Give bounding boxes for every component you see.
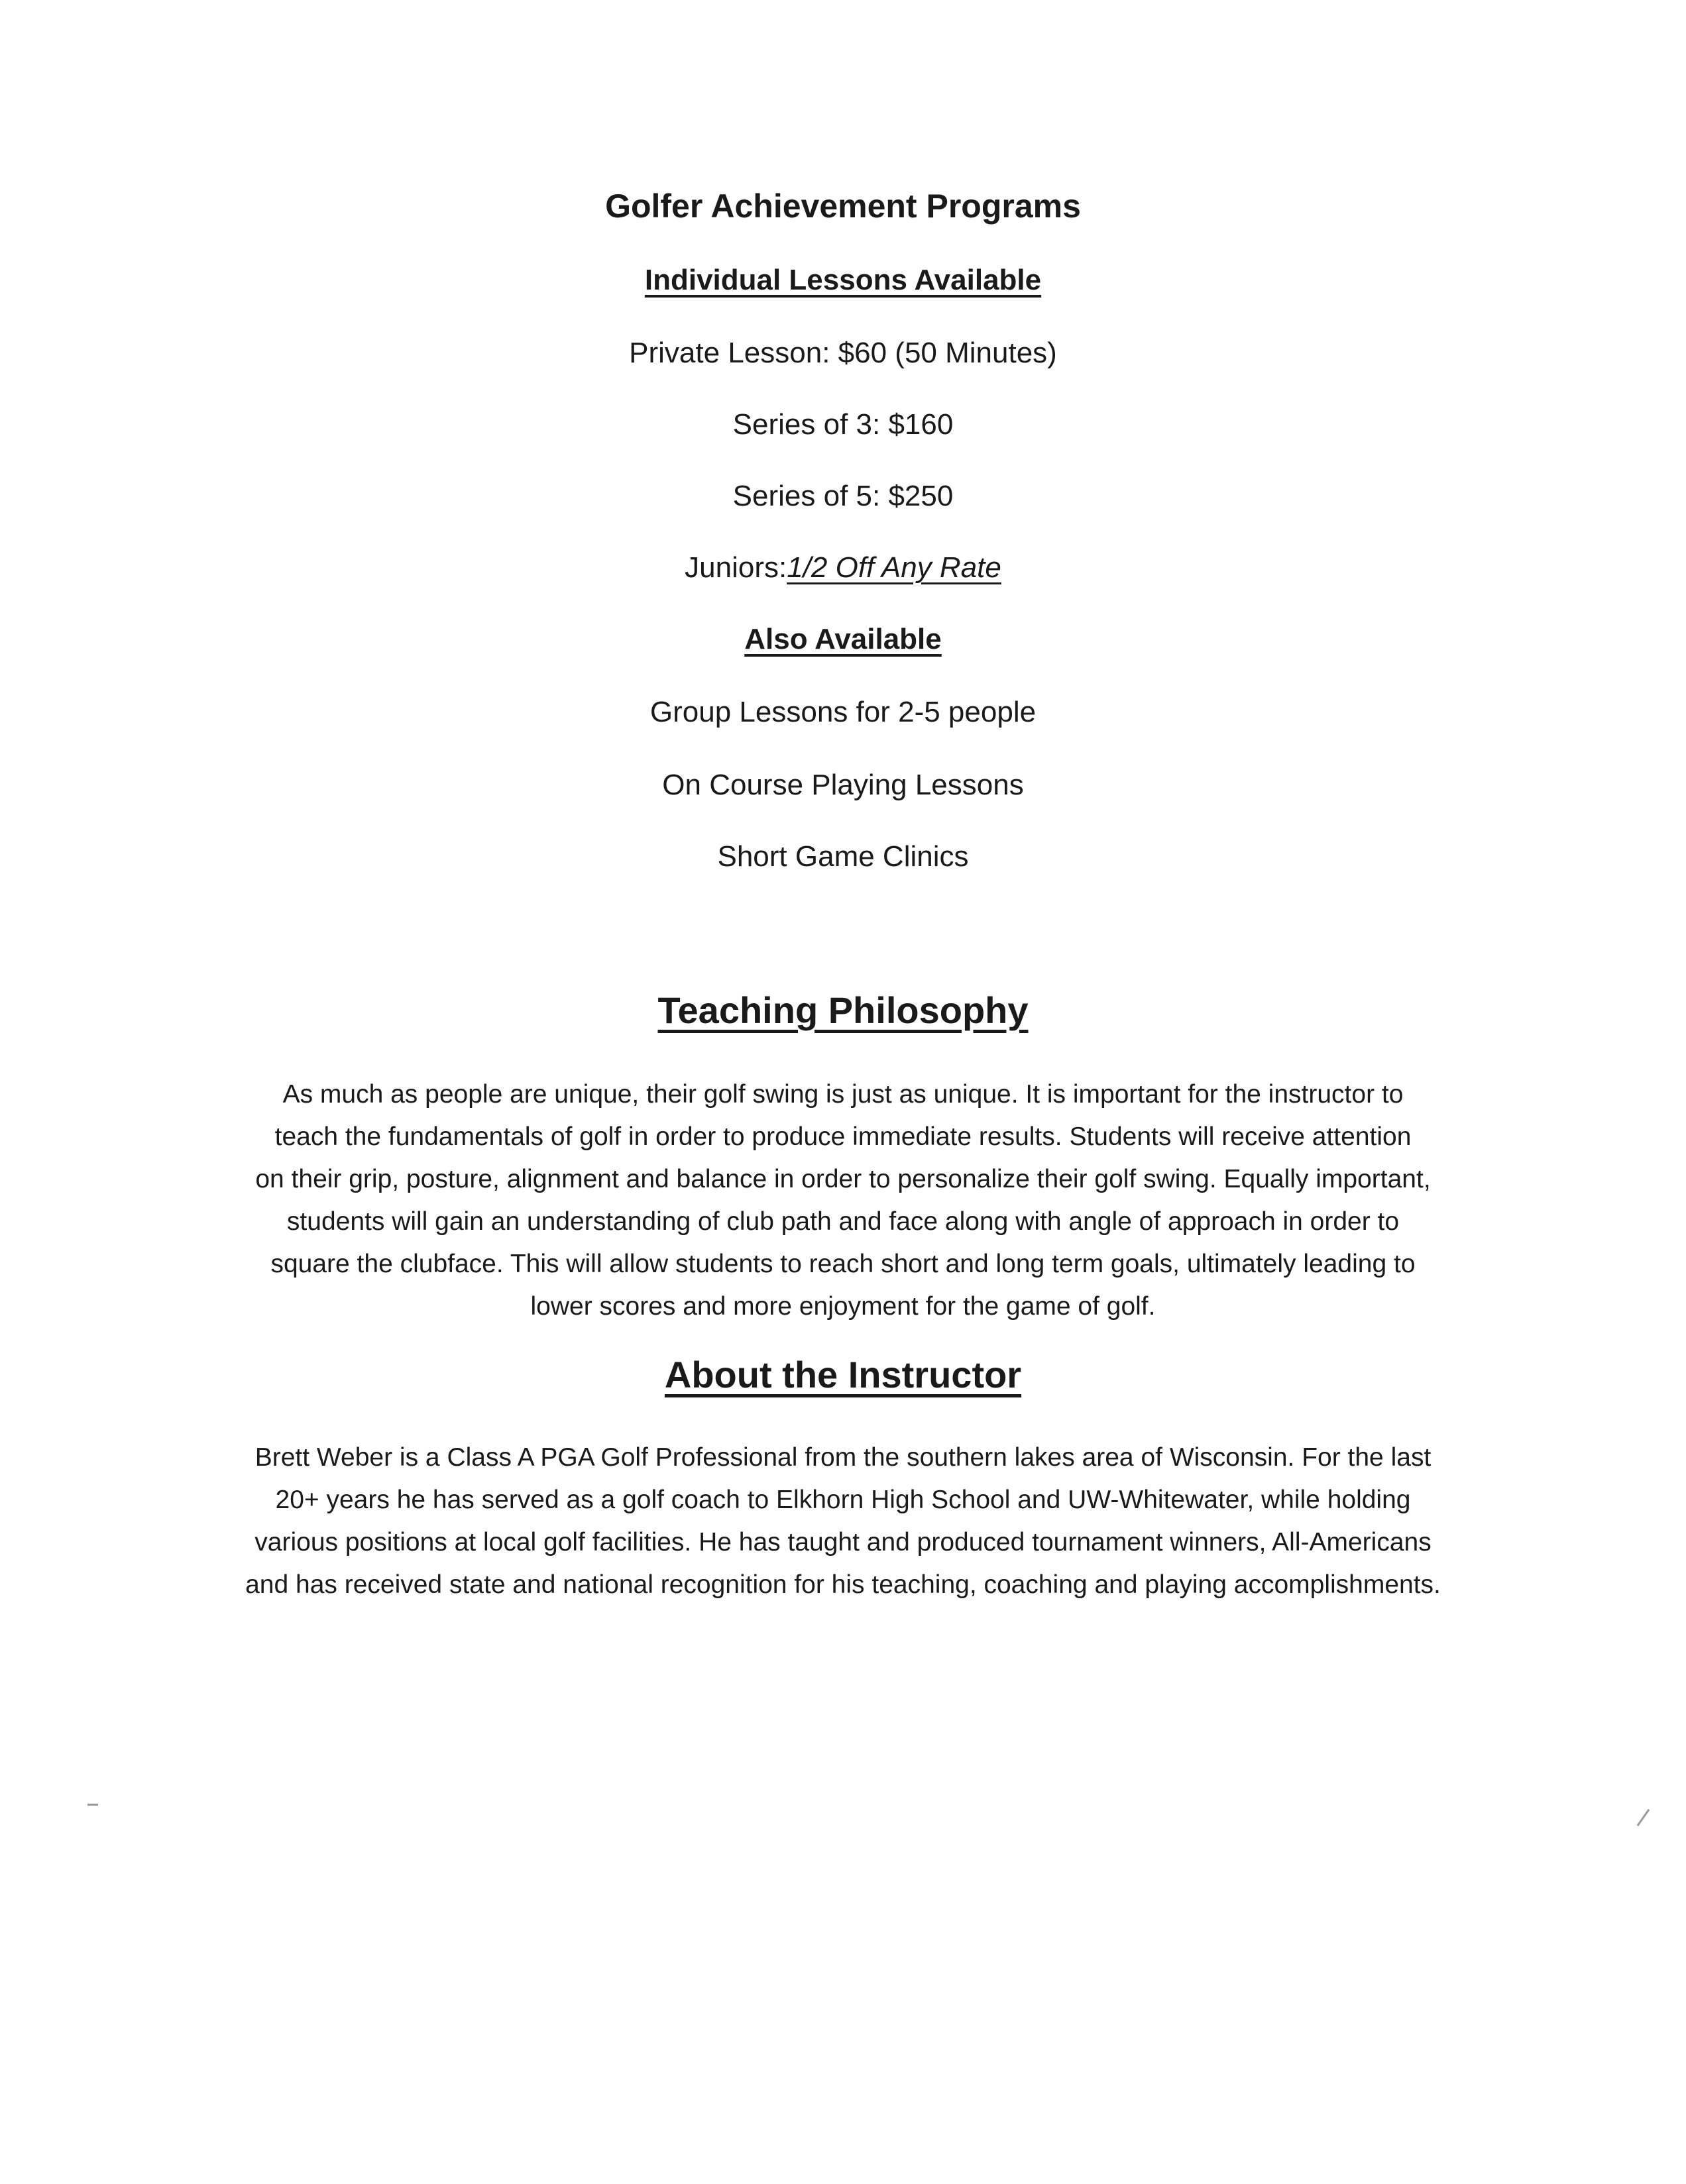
teaching-philosophy-paragraph [192, 1073, 1494, 1328]
series-3-price: Series of 3: $160 [732, 408, 954, 441]
about-instructor-heading: About the Instructor [664, 1354, 1022, 1395]
paragraph-line: students will gain an understanding of club path and face along with angle of approach in order to [286, 1207, 1400, 1236]
also-available-item: On Course Playing Lessons [662, 769, 1024, 801]
scan-speck [1637, 1809, 1650, 1826]
also-available-item: Short Game Clinics [717, 840, 969, 873]
teaching-philosophy-heading: Teaching Philosophy [657, 989, 1029, 1031]
also-available-heading: Also Available [744, 623, 942, 655]
paragraph-line: 20+ years he has served as a golf coach to Elkhorn High School and UW-Whitewater, while holding [275, 1486, 1411, 1514]
individual-lessons-heading: Individual Lessons Available [644, 264, 1042, 296]
paragraph-line: Brett Weber is a Class A PGA Golf Professional from the southern lakes area of Wisconsin. For the last [254, 1443, 1432, 1472]
paragraph-line: lower scores and more enjoyment for the game of golf. [530, 1292, 1156, 1321]
scan-speck [87, 1804, 98, 1806]
also-available-item: Group Lessons for 2-5 people [649, 696, 1037, 728]
paragraph-line: various positions at local golf facilities. He has taught and produced tournament winners, All-Americans [254, 1528, 1432, 1556]
private-lesson-price: Private Lesson: $60 (50 Minutes) [629, 337, 1057, 369]
paragraph-line: on their grip, posture, alignment and balance in order to personalize their golf swing. Equally important, [255, 1165, 1431, 1193]
juniors-label: Juniors: [685, 551, 787, 584]
paragraph-line: square the clubface. This will allow students to reach short and long term goals, ultimately leading to [270, 1250, 1416, 1278]
paragraph-line: teach the fundamentals of golf in order to produce immediate results. Students will receive attention [274, 1122, 1412, 1151]
paragraph-line: As much as people are unique, their golf swing is just as unique. It is important for the instructor to [282, 1080, 1404, 1109]
series-5-price: Series of 5: $250 [732, 480, 954, 512]
document-title: Golfer Achievement Programs [605, 188, 1081, 225]
juniors-discount: 1/2 Off Any Rate [787, 551, 1001, 584]
paragraph-line: and has received state and national recognition for his teaching, coaching and playing accomplishments. [245, 1570, 1441, 1599]
about-instructor-paragraph [192, 1437, 1494, 1606]
juniors-rate-line [0, 551, 1686, 584]
